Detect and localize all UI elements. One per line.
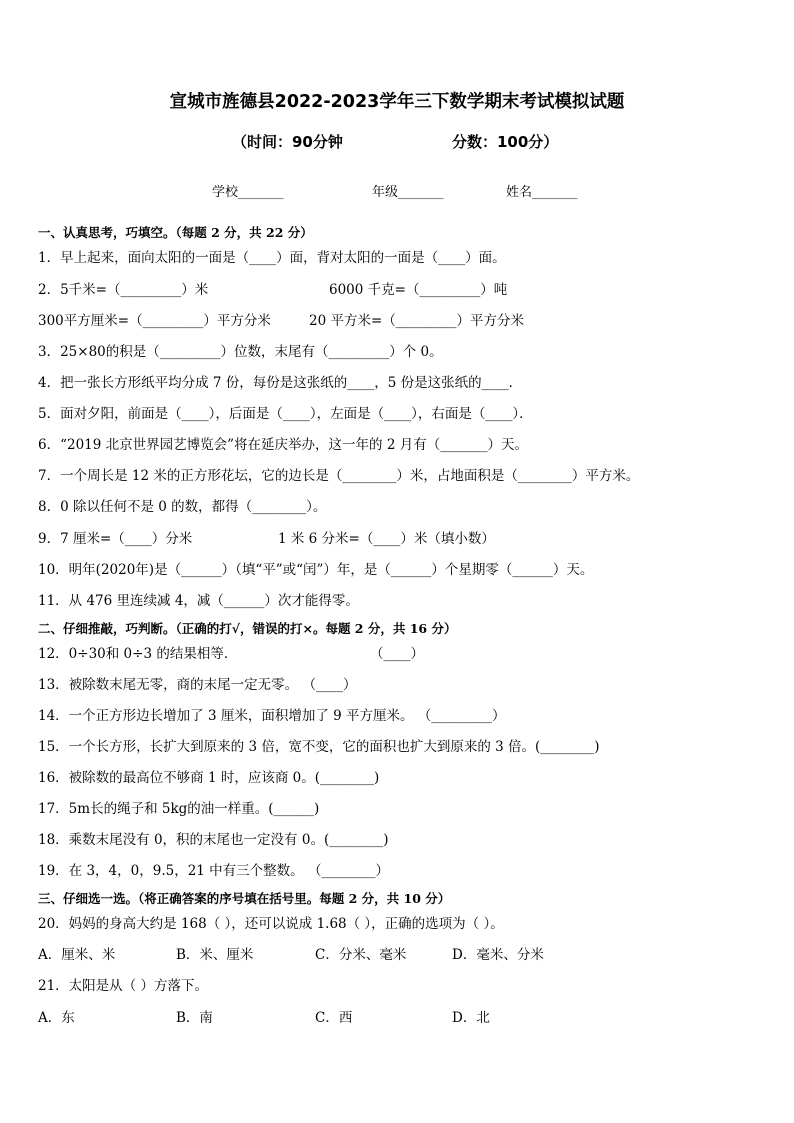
question-2d: 20 平方米=（_________）平方分米 [309,313,525,329]
question-7: 7．一个周长是 12 米的正方形花坛，它的边长是（________）米，占地面积是（________）平方米。 [38,468,640,484]
question-20-option-b: B．米、厘米 [176,947,254,963]
exam-score: 分数：100分） [452,133,559,151]
question-1: 1．早上起来，面向太阳的一面是（____）面，背对太阳的一面是（____）面。 [38,250,506,266]
question-4: 4．把一张长方形纸平均分成 7 份，每份是这张纸的____，5 份是这张纸的____． [38,375,523,391]
question-9a: 9．7 厘米=（____）分米 [38,531,193,547]
question-3: 3．25×80的积是（_________）位数，末尾有（_________）个 0。 [38,344,443,360]
section-3-heading: 三、仔细选一选。（将正确答案的序号填在括号里。每题 2 分，共 10 分） [38,891,451,906]
question-9b: 1 米 6 分米=（____）米（填小数） [278,531,495,547]
question-21-option-b: B．南 [176,1010,213,1026]
question-14: 14．一个正方形边长增加了 3 厘米，面积增加了 9 平方厘米。 （_________） [38,708,506,724]
question-21-option-c: C．西 [315,1010,353,1026]
question-10: 10．明年(2020年)是（______）（填“平”或“闰”）年，是（______）个星期零（______）天。 [38,562,594,578]
exam-title: 宣城市旌德县2022-2023学年三下数学期末考试模拟试题 [169,92,625,112]
question-2c: 300平方厘米=（_________）平方分米 [38,313,271,329]
question-12-answer: （____） [370,646,424,662]
question-15: 15．一个长方形，长扩大到原来的 3 倍，宽不变，它的面积也扩大到原来的 3 倍。(________) [38,739,600,755]
question-13: 13．被除数末尾无零，商的末尾一定无零。 （____） [38,677,357,693]
question-20-option-d: D．毫米、分米 [452,947,544,963]
school-field: 学校_______ [212,185,284,200]
question-20-option-c: C．分米、毫米 [315,947,407,963]
question-5: 5．面对夕阳，前面是（____），后面是（____），左面是（____），右面是（____）． [38,406,533,422]
name-field: 姓名_______ [506,185,578,200]
section-1-heading: 一、认真思考，巧填空。（每题 2 分，共 22 分） [38,225,313,240]
question-20: 20．妈妈的身高大约是 168（ ），还可以说成 1.68（ ），正确的选项为（ ）。 [38,916,504,932]
question-19: 19．在 3，4，0，9.5，21 中有三个整数。 （________） [38,863,389,879]
question-12: 12．0÷30和 0÷3 的结果相等． [38,646,238,662]
section-2-heading: 二、仔细推敲，巧判断。（正确的打√，错误的打×。每题 2 分，共 16 分） [38,621,457,636]
question-11: 11．从 476 里连续减 4，减（______）次才能得零。 [38,593,359,609]
question-2b: 6000 千克=（_________）吨 [329,282,508,298]
exam-time: （时间：90分钟 [232,133,343,151]
grade-field: 年级_______ [372,185,444,200]
question-21-option-a: A．东 [38,1010,75,1026]
question-6: 6．“2019 北京世界园艺博览会”将在延庆举办，这一年的 2 月有（_______）天。 [38,437,528,453]
question-21: 21．太阳是从（ ）方落下。 [38,978,208,994]
question-2a: 2．5千米=（_________）米 [38,282,209,298]
question-16: 16．被除数的最高位不够商 1 时，应该商 0。(________) [38,770,380,786]
question-18: 18．乘数末尾没有 0，积的末尾也一定没有 0。(________) [38,832,389,848]
question-17: 17．5m长的绳子和 5kg的油一样重。(______) [38,801,320,817]
question-8: 8．0 除以任何不是 0 的数，都得（________）。 [38,499,327,515]
question-21-option-d: D．北 [452,1010,490,1026]
question-20-option-a: A．厘米、米 [38,947,116,963]
